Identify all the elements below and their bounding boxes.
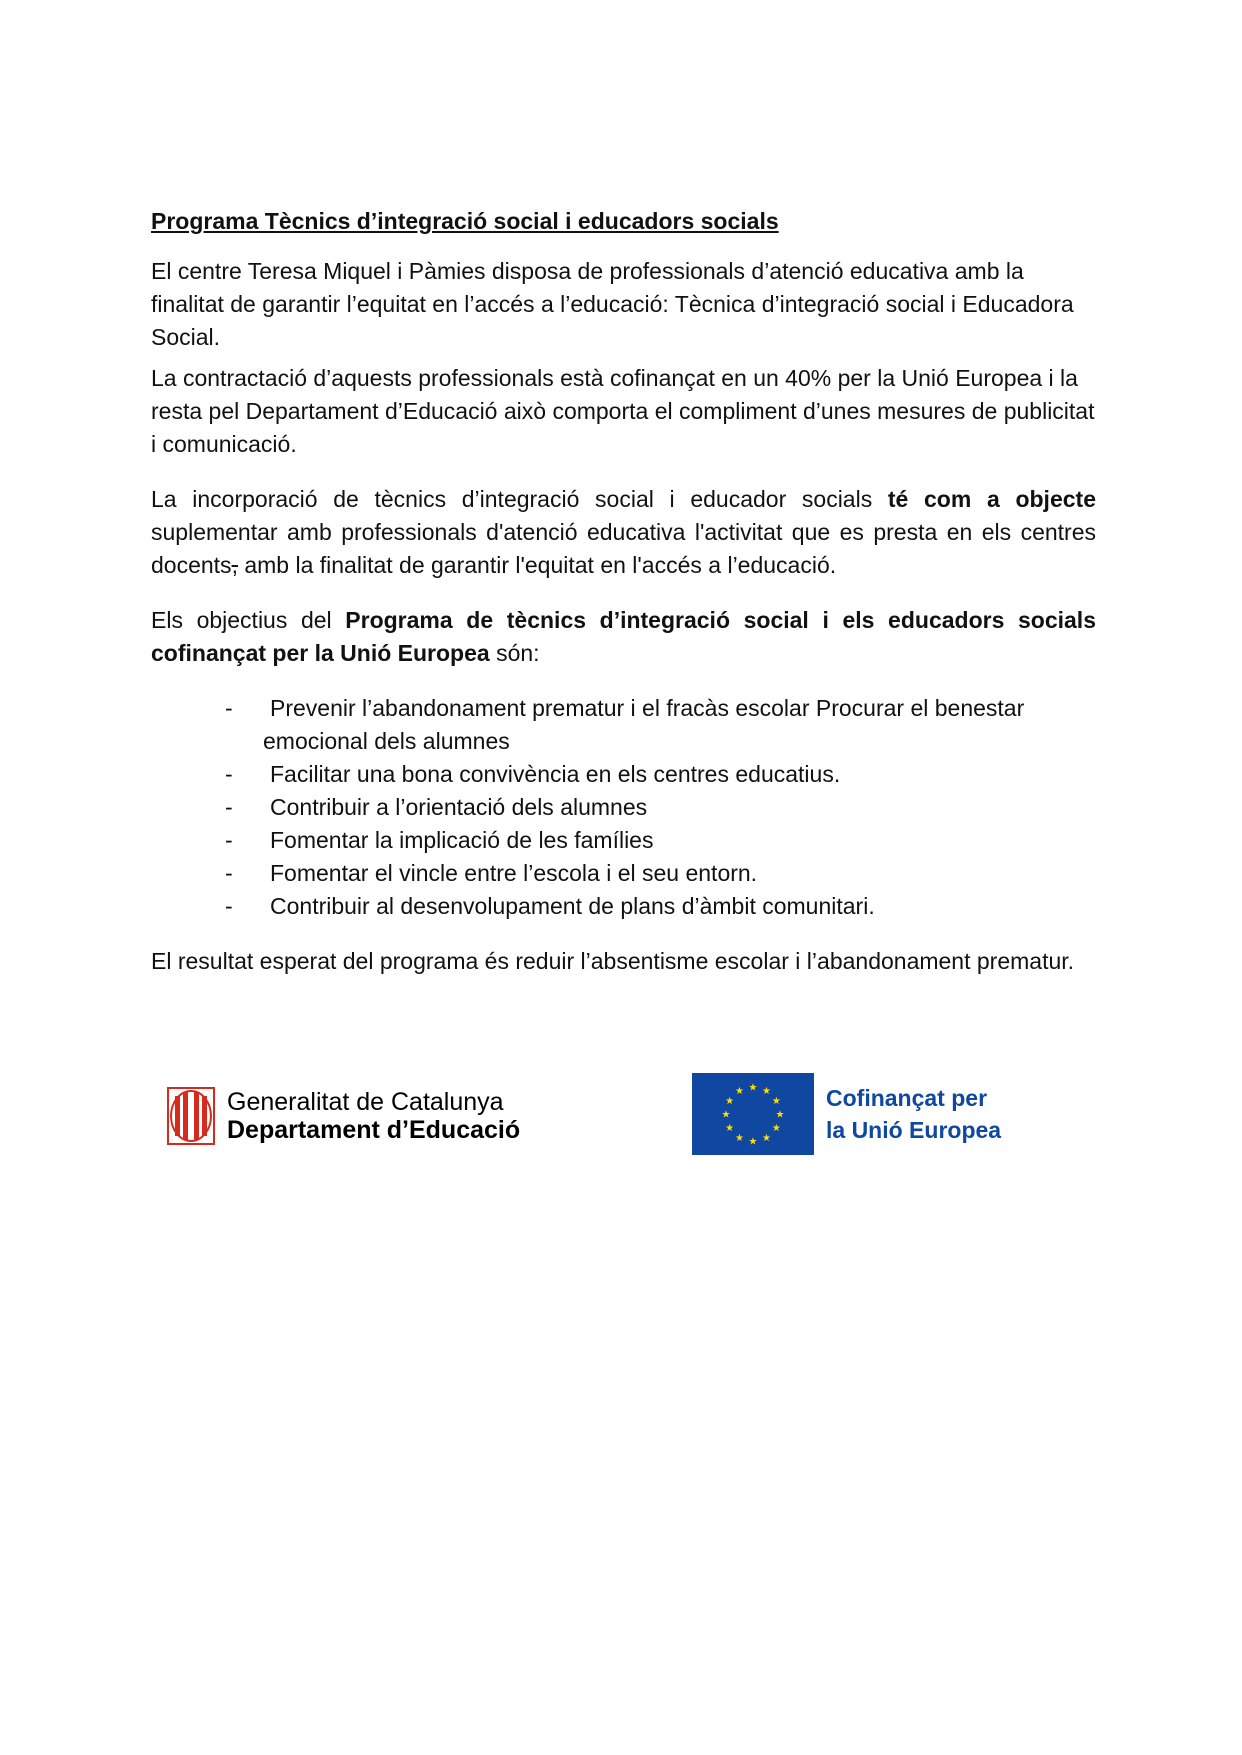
bullet-dash: - <box>225 794 233 820</box>
gencat-logo <box>167 1087 520 1145</box>
star-icon: ★ <box>725 1123 735 1134</box>
star-icon: ★ <box>771 1096 781 1107</box>
list-item <box>225 824 1096 857</box>
star-icon: ★ <box>748 1082 758 1094</box>
text-run: Els objectius del <box>151 607 346 633</box>
star-icon: ★ <box>762 1132 771 1144</box>
text-run: La incorporació de tècnics d’integració social i educador socials <box>151 486 888 512</box>
text-run: amb la finalitat de garantir l'equitat en l'accés a l’educació. <box>237 552 837 578</box>
list-item-text: Contribuir a l’orientació dels alumnes <box>270 794 648 820</box>
eu-cofinancing-logo <box>692 1073 1001 1155</box>
star-icon: ★ <box>721 1109 731 1121</box>
logos-footer <box>0 1073 1242 1158</box>
star-icon: ★ <box>775 1109 785 1121</box>
bullet-dash: - <box>225 827 233 853</box>
list-item <box>225 791 1096 824</box>
star-icon: ★ <box>725 1096 735 1107</box>
eu-logo-text <box>826 1082 1001 1146</box>
bullet-dash: - <box>225 893 233 919</box>
bullet-dash: - <box>225 695 233 721</box>
list-item-text: Facilitar una bona convivència en els centres educatius. <box>270 761 841 787</box>
list-item-text: Contribuir al desenvolupament de plans d’àmbit comunitari. <box>270 893 875 919</box>
eu-flag-icon <box>692 1073 814 1155</box>
eu-line1: Cofinançat per <box>826 1085 988 1111</box>
list-item <box>225 692 1096 758</box>
list-item <box>225 758 1096 791</box>
document-body <box>151 205 1096 978</box>
gencat-line1: Generalitat de Catalunya <box>227 1088 504 1116</box>
document-title: Programa Tècnics d’integració social i educadors socials <box>151 208 779 234</box>
paragraph-purpose <box>151 483 1096 582</box>
bullet-dash: - <box>225 860 233 886</box>
text-run: suplementar amb professionals d'atenció educativa l'activitat que es presta en els centres docents <box>151 519 1096 578</box>
gencat-emblem-icon <box>167 1087 215 1145</box>
list-item <box>225 857 1096 890</box>
list-item-text: Fomentar el vincle entre l’escola i el seu entorn. <box>270 860 758 886</box>
star-icon: ★ <box>762 1086 771 1098</box>
paragraph-objectives-intro <box>151 604 1096 670</box>
bold-run: Programa de tècnics d’integració social i els educadors socials cofinançat per la Unió Europea <box>151 607 1096 666</box>
star-icon: ★ <box>771 1123 781 1134</box>
star-icon: ★ <box>735 1132 744 1144</box>
strikethrough-run: , <box>231 552 238 578</box>
list-item-text: Prevenir l’abandonament prematur i el fracàs escolar Procurar el benestar emocional dels alumnes <box>263 695 1025 754</box>
objectives-list <box>151 692 1096 923</box>
star-icon: ★ <box>735 1086 744 1098</box>
star-icon: ★ <box>748 1136 758 1148</box>
paragraph-intro: El centre Teresa Miquel i Pàmies disposa de professionals d’atenció educativa amb la finalitat de garantir l’equitat en l’accés a l’educació: Tècnica d’integració social i Educadora Social. <box>151 258 1074 350</box>
text-run: són: <box>489 640 540 666</box>
list-item-text: Fomentar la implicació de les famílies <box>270 827 654 853</box>
list-item <box>225 890 1096 923</box>
eu-stars <box>692 1073 814 1155</box>
paragraph-funding: La contractació d’aquests professionals està cofinançat en un 40% per la Unió Europea i la resta pel Departament d’Educació això comporta el compliment d’unes mesures de publicitat i comunicació. <box>151 365 1095 457</box>
bullet-dash: - <box>225 761 233 787</box>
gencat-logo-text <box>227 1088 520 1144</box>
gencat-line2: Departament d’Educació <box>227 1116 521 1144</box>
bold-run: té com a objecte <box>887 486 1096 512</box>
paragraph-expected-result: El resultat esperat del programa és reduir l’absentisme escolar i l’abandonament prematur. <box>151 948 1075 974</box>
eu-line2: la Unió Europea <box>826 1117 1002 1143</box>
